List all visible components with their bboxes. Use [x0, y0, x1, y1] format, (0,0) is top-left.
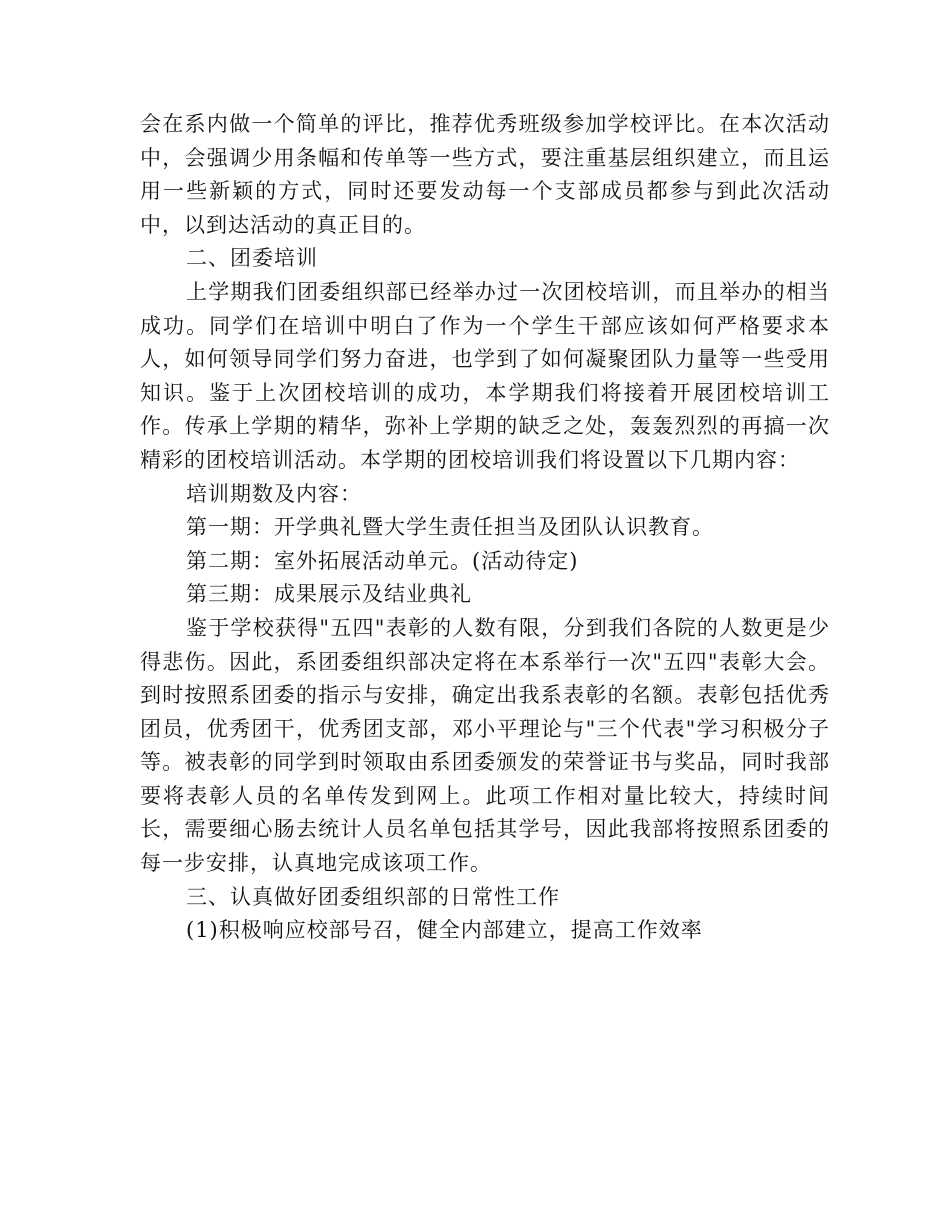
- list-item-session-2: 第二期：室外拓展活动单元。(活动待定): [186, 548, 579, 573]
- list-item-session-3: 第三期：成果展示及结业典礼: [186, 582, 472, 607]
- paragraph-training-list-label: 培训期数及内容：: [186, 481, 362, 506]
- list-item-session-1: 第一期：开学典礼暨大学生责任担当及团队认识教育。: [186, 515, 714, 540]
- paragraph-training-intro: 上学期我们团委组织部已经举办过一次团校培训，而且举办的相当成功。同学们在培训中明白了作为一个学生干部应该如何严格要求本人，如何领导同学们努力奋进，也学到了如何凝聚团队力量等一些受用知识。鉴于上次团校培训的成功，本学期我们将接着开展团校培训工作。传承上学期的精华，弥补上学期的缺乏之处，轰轰烈烈的再搞一次精彩的团校培训活动。本学期的团校培训我们将设置以下几期内容：: [140, 279, 830, 472]
- section-heading-training: 二、团委培训: [186, 246, 318, 271]
- paragraph-continuation: 会在系内做一个简单的评比，推荐优秀班级参加学校评比。在本次活动中，会强调少用条幅和传单等一些方式，要注重基层组织建立，而且运用一些新颖的方式，同时还要发动每一个支部成员都参与到此次活动中，以到达活动的真正目的。: [140, 112, 830, 237]
- document-body: [140, 108, 830, 948]
- paragraph-may-fourth-awards: 鉴于学校获得"五四"表彰的人数有限，分到我们各院的人数更是少得悲伤。因此，系团委组织部决定将在本系举行一次"五四"表彰大会。到时按照系团委的指示与安排，确定出我系表彰的名额。表彰包括优秀团员，优秀团干，优秀团支部，邓小平理论与"三个代表"学习积极分子等。被表彰的同学到时领取由系团委颁发的荣誉证书与奖品，同时我部要将表彰人员的名单传发到网上。此项工作相对量比较大，持续时间长，需要细心肠去统计人员名单包括其学号，因此我部将按照系团委的每一步安排，认真地完成该项工作。: [140, 615, 830, 876]
- section-heading-daily-work: 三、认真做好团委组织部的日常性工作: [186, 884, 560, 909]
- paragraph-daily-work-item-1: (1)积极响应校部号召，健全内部建立，提高工作效率: [186, 918, 703, 943]
